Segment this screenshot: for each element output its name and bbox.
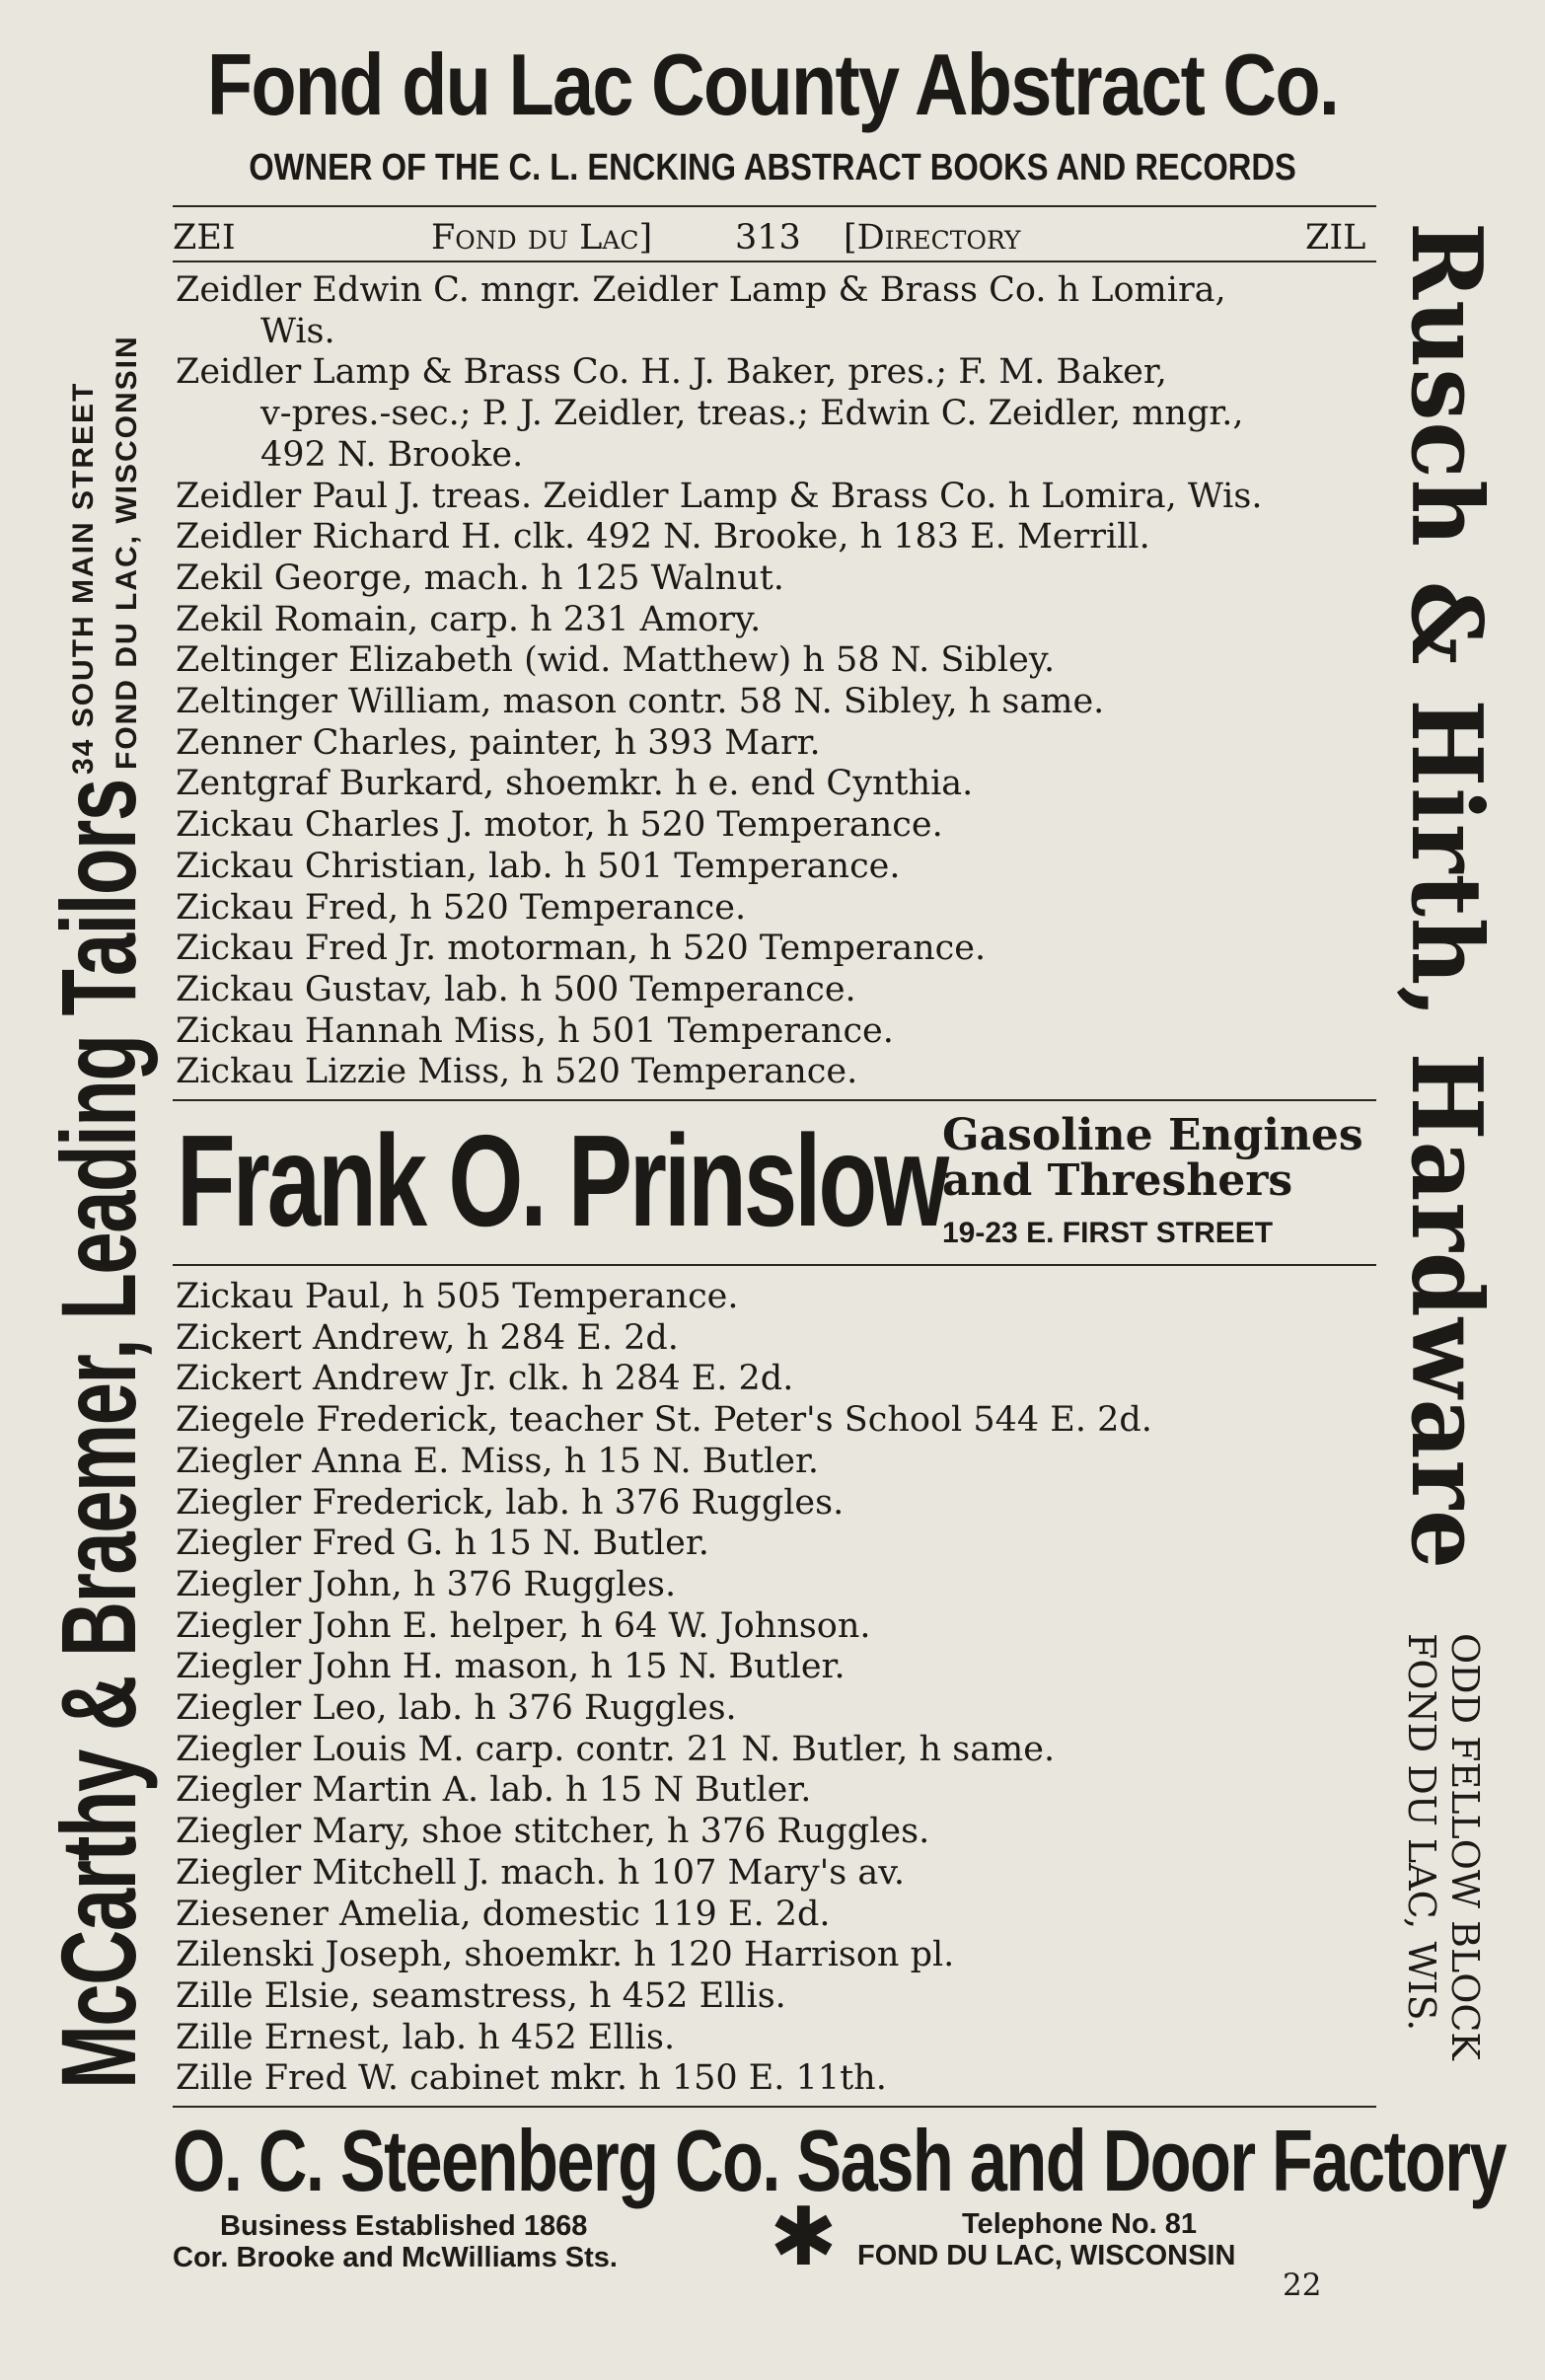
list-item: Zickau Fred Jr. motorman, h 520 Temperance. (176, 929, 987, 969)
list-item: Ziegler Anna E. Miss, h 15 N. Butler. (176, 1441, 819, 1481)
list-item: 492 N. Brooke. (260, 434, 524, 475)
list-item: Ziegler Fred G. h 15 N. Butler. (176, 1524, 709, 1564)
steenberg-established: Business Established 1868 (220, 2210, 588, 2242)
list-item: Zickert Andrew Jr. clk. h 284 E. 2d. (176, 1359, 794, 1399)
list-item: Zille Elsie, seamstress, h 452 Ellis. (176, 1975, 786, 2016)
mccarthy-city: FOND DU LAC, WISCONSIN (110, 335, 143, 770)
header-city: Fond du Lac] (431, 218, 653, 258)
entries-top (176, 270, 1379, 1093)
list-item: Ziegler Louis M. carp. contr. 21 N. Butler, h same. (176, 1729, 1056, 1769)
prinslow-line2: and Threshers (942, 1155, 1293, 1206)
rusch-name: Rusch & Hirth, Hardware (1389, 222, 1503, 1570)
steenberg-telephone: Telephone No. 81 (962, 2208, 1197, 2240)
list-item: Zeidler Paul J. treas. Zeidler Lamp & Brass Co. h Lomira, Wis. (176, 476, 1263, 516)
bottom-banner-rule (173, 2106, 1376, 2108)
list-item: Zickau Paul, h 505 Temperance. (176, 1277, 739, 1316)
left-side-ad (39, 222, 207, 2097)
list-item: Ziegler Frederick, lab. h 376 Ruggles. (176, 1482, 845, 1523)
steenberg-corner: Cor. Brooke and McWilliams Sts. (173, 2242, 618, 2273)
list-item: v-pres.-sec.; P. J. Zeidler, treas.; Edwin C. Zeidler, mngr., (260, 394, 1244, 434)
list-item: Ziegler Mary, shoe stitcher, h 376 Ruggles. (176, 1812, 930, 1852)
list-item: Zeidler Richard H. clk. 492 N. Brooke, h 183 E. Merrill. (176, 517, 1150, 558)
list-item: Zickau Lizzie Miss, h 520 Temperance. (176, 1052, 858, 1092)
right-side-ad (1332, 222, 1503, 2097)
header-left: ZEI (173, 218, 236, 258)
list-item: Zentgraf Burkard, shoemkr. h e. end Cynthia. (176, 764, 974, 804)
list-item: Zickau Fred, h 520 Temperance. (176, 887, 747, 928)
steenberg-ad (173, 2112, 1507, 2309)
list-item: Zeidler Edwin C. mngr. Zeidler Lamp & Brass Co. h Lomira, (176, 270, 1226, 310)
header-section: [Directory (844, 218, 1021, 258)
list-item: Zeltinger William, mason contr. 58 N. Sibley, h same. (176, 682, 1105, 722)
rusch-address: ODD FELLOW BLOCK (1443, 1633, 1487, 2060)
list-item: Ziegler Leo, lab. h 376 Ruggles. (176, 1688, 737, 1729)
top-banner-title: Fond du Lac County Abstract Co. (206, 36, 1339, 133)
top-banner-subtitle: OWNER OF THE C. L. ENCKING ABSTRACT BOOKS AND RECORDS (249, 147, 1296, 188)
rusch-city: FOND DU LAC, WIS. (1400, 1633, 1443, 2032)
list-item: Wis. (260, 311, 335, 351)
list-item: Ziegler John E. helper, h 64 W. Johnson. (176, 1605, 871, 1646)
prinslow-line1: Gasoline Engines (942, 1110, 1363, 1160)
entries-bottom (176, 1277, 1379, 2100)
header-page: 313 (735, 218, 801, 258)
list-item: Ziegler John, h 376 Ruggles. (176, 1564, 677, 1604)
steenberg-name: O. C. Steenberg Co. Sash and Door Factory (173, 2112, 1507, 2209)
list-item: Zilenski Joseph, shoemkr. h 120 Harrison pl. (176, 1935, 955, 1975)
list-item: Ziegler Mitchell J. mach. h 107 Mary's av. (176, 1852, 905, 1893)
list-item: Zickau Charles J. motor, h 520 Temperance. (176, 805, 943, 846)
top-rule (173, 205, 1376, 207)
mccarthy-address: 34 SOUTH MAIN STREET (67, 381, 100, 775)
list-item: Ziesener Amelia, domestic 119 E. 2d. (176, 1894, 831, 1934)
list-item: Zille Ernest, lab. h 452 Ellis. (176, 2017, 676, 2057)
list-item: Zickert Andrew, h 284 E. 2d. (176, 1317, 679, 1358)
steenberg-city: FOND DU LAC, WISCONSIN (857, 2240, 1236, 2271)
list-item: Zickau Gustav, lab. h 500 Temperance. (176, 969, 856, 1009)
list-item: Ziegler John H. mason, h 15 N. Butler. (176, 1647, 846, 1687)
list-item: Zenner Charles, painter, h 393 Marr. (176, 722, 821, 763)
prinslow-name: Frank O. Prinslow (177, 1108, 947, 1253)
list-item: Zickau Christian, lab. h 501 Temperance. (176, 846, 901, 886)
header-rule (173, 260, 1376, 262)
mid-banner-bottom-rule (173, 1264, 1376, 1266)
prinslow-address: 19-23 E. FIRST STREET (942, 1217, 1274, 1249)
list-item: Zille Fred W. cabinet mkr. h 150 E. 11th. (176, 2058, 887, 2099)
asterisk-icon: ✱ (770, 2191, 838, 2284)
mccarthy-name: McCarthy & Braemer, Leading Tailors (38, 780, 158, 2089)
list-item: Ziegele Frederick, teacher St. Peter's School 544 E. 2d. (176, 1400, 1152, 1441)
prinslow-ad (173, 1105, 1376, 1263)
list-item: Ziegler Martin A. lab. h 15 N Butler. (176, 1770, 812, 1811)
list-item: Zekil Romain, carp. h 231 Amory. (176, 599, 762, 639)
list-item: Zickau Hannah Miss, h 501 Temperance. (176, 1010, 894, 1051)
list-item: Zekil George, mach. h 125 Walnut. (176, 558, 784, 598)
list-item: Zeltinger Elizabeth (wid. Matthew) h 58 N. Sibley. (176, 640, 1056, 681)
page-number: 22 (1283, 2268, 1322, 2303)
header-right: ZIL (1305, 218, 1366, 258)
list-item: Zeidler Lamp & Brass Co. H. J. Baker, pres.; F. M. Baker, (176, 352, 1167, 393)
mid-banner-top-rule (173, 1099, 1376, 1101)
running-header (173, 215, 1376, 260)
